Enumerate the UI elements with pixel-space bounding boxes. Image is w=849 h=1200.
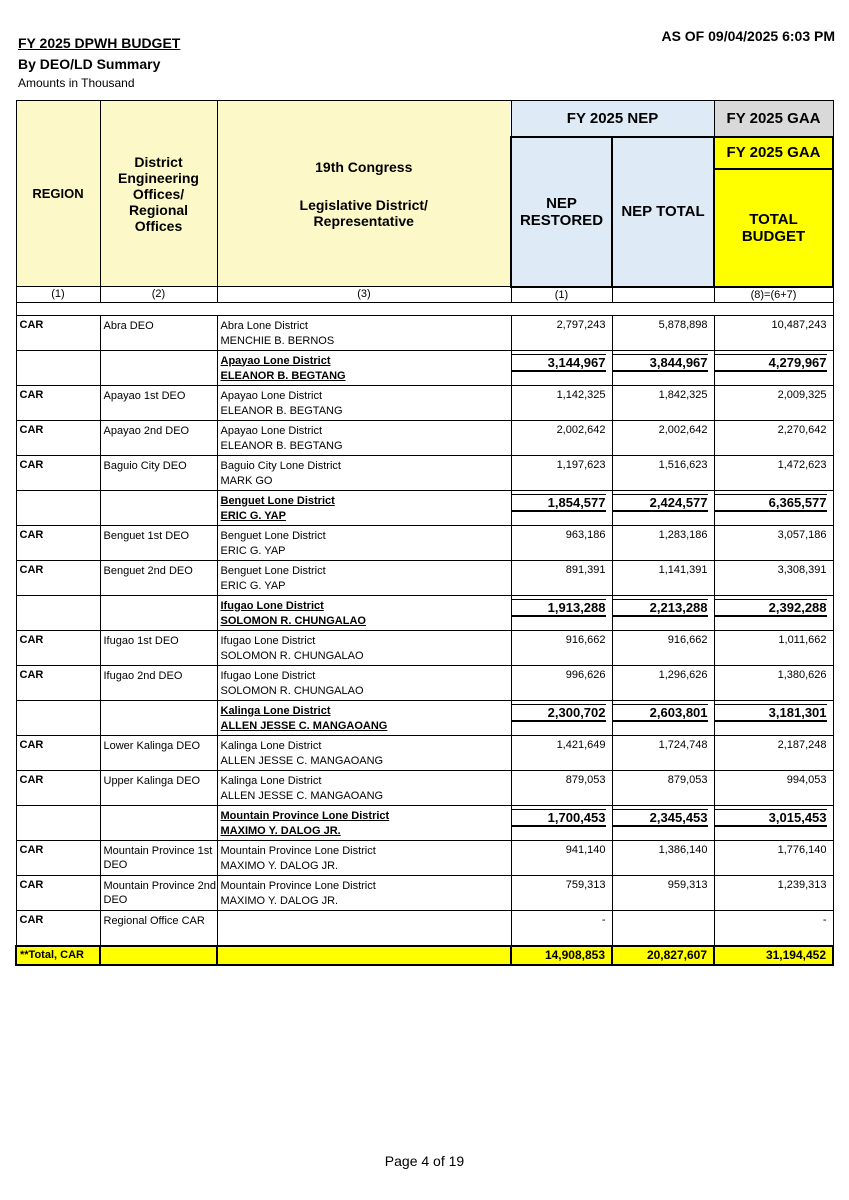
deo-cell: [100, 560, 217, 595]
grand-total-row: [16, 946, 833, 965]
ld-name: Baguio City Lone District: [220, 459, 341, 472]
nep-total-value: 1,141,391: [658, 563, 708, 576]
ld-cell: [217, 420, 511, 455]
col-number-1: (1): [16, 287, 100, 303]
ld-cell: [217, 490, 511, 525]
nep-restored-value: 1,142,325: [556, 388, 606, 401]
nep-total-value: 1,724,748: [658, 738, 708, 751]
total-budget-cell: [714, 455, 833, 490]
col-number-5: [612, 287, 714, 303]
col-header-region: REGION: [16, 101, 100, 287]
total-nep-restored: 14,908,853: [511, 946, 612, 965]
total-budget-value: 3,308,391: [777, 563, 827, 576]
nep-restored-value: -: [601, 913, 606, 926]
nep-group-header: FY 2025 NEP: [511, 101, 714, 137]
nep-total-value: 2,345,453: [613, 809, 708, 827]
nep-total-value: 2,002,642: [658, 423, 708, 436]
total-budget-cell: [714, 420, 833, 455]
representative-name: ALLEN JESSE C. MANGAOANG: [220, 789, 384, 802]
nep-restored-cell: [511, 455, 612, 490]
nep-restored-value: 941,140: [565, 843, 606, 856]
ld-cell: [217, 350, 511, 385]
nep-total-cell: [612, 665, 714, 700]
col-number-2: (2): [100, 287, 217, 303]
region-cell: [16, 840, 100, 875]
ld-name: Kalinga Lone District: [220, 774, 322, 787]
total-budget-value: 10,487,243: [771, 318, 827, 331]
nep-restored-value: 1,913,288: [512, 599, 606, 617]
region-cell: [16, 490, 100, 525]
deo-value: Upper Kalinga DEO: [103, 774, 201, 787]
ld-cell: [217, 840, 511, 875]
nep-total-cell: [612, 490, 714, 525]
region-cell: [16, 595, 100, 630]
total-label: **Total, CAR: [16, 946, 100, 965]
nep-total-value: 1,516,623: [658, 458, 708, 471]
region-value: CAR: [19, 423, 44, 436]
deo-cell: [100, 420, 217, 455]
total-budget-value: 3,057,186: [777, 528, 827, 541]
nep-restored-cell: [511, 350, 612, 385]
total-budget-value: 6,365,577: [715, 494, 827, 512]
nep-restored-value: 759,313: [565, 878, 606, 891]
nep-total-value: 916,662: [667, 633, 708, 646]
region-value: CAR: [19, 738, 44, 751]
ld-cell: [217, 525, 511, 560]
nep-total-cell: [612, 560, 714, 595]
col-number-6: (8)=(6+7): [714, 287, 833, 303]
representative-name: ELEANOR B. BEGTANG: [220, 369, 346, 382]
deo-cell: [100, 350, 217, 385]
nep-restored-value: 1,421,649: [556, 738, 606, 751]
region-value: CAR: [19, 528, 44, 541]
deo-cell: [100, 910, 217, 946]
nep-total-value: 1,283,186: [658, 528, 708, 541]
total-budget-cell: [714, 385, 833, 420]
representative-name: MENCHIE B. BERNOS: [220, 334, 335, 347]
total-budget-value: 1,472,623: [777, 458, 827, 471]
nep-restored-cell: [511, 560, 612, 595]
total-budget-value: 1,380,626: [777, 668, 827, 681]
region-value: CAR: [19, 913, 44, 926]
ld-cell: [217, 455, 511, 490]
deo-cell: [100, 770, 217, 805]
ld-cell: [217, 595, 511, 630]
table-row: [16, 455, 833, 490]
region-cell: [16, 735, 100, 770]
nep-total-value: 2,213,288: [613, 599, 708, 617]
amount-note: Amounts in Thousand: [18, 76, 135, 90]
region-cell: [16, 700, 100, 735]
ld-cell: [217, 630, 511, 665]
table-row: [16, 315, 833, 350]
ld-name: Apayao Lone District: [220, 389, 322, 402]
region-cell: [16, 875, 100, 910]
deo-cell: [100, 490, 217, 525]
region-value: CAR: [19, 318, 44, 331]
total-budget-cell: [714, 910, 833, 946]
region-value: CAR: [19, 563, 44, 576]
region-cell: [16, 805, 100, 840]
representative-name: MARK GO: [220, 474, 273, 487]
ld-name: Apayao Lone District: [220, 354, 331, 367]
total-budget-cell: [714, 770, 833, 805]
nep-total-cell: [612, 350, 714, 385]
total-budget-value: 4,279,967: [715, 354, 827, 372]
col-number-4: (1): [511, 287, 612, 303]
as-of-timestamp: AS OF 09/04/2025 6:03 PM: [661, 28, 835, 44]
col-header-ld: [217, 101, 511, 287]
ld-cell: [217, 700, 511, 735]
ld-name: Benguet Lone District: [220, 529, 326, 542]
nep-restored-cell: [511, 805, 612, 840]
nep-restored-value: 2,002,642: [556, 423, 606, 436]
nep-restored-cell: [511, 875, 612, 910]
congress-label: 19th Congress: [315, 158, 413, 175]
ld-cell: [217, 665, 511, 700]
table-row: [16, 770, 833, 805]
deo-cell: [100, 385, 217, 420]
region-value: CAR: [19, 843, 44, 856]
nep-total-cell: [612, 735, 714, 770]
nep-restored-value: 891,391: [565, 563, 606, 576]
deo-cell: [100, 735, 217, 770]
total-budget-cell: [714, 805, 833, 840]
total-budget-value: -: [822, 913, 827, 926]
nep-total-value: 1,842,325: [658, 388, 708, 401]
ld-cell: [217, 315, 511, 350]
nep-restored-cell: [511, 910, 612, 946]
region-cell: [16, 350, 100, 385]
region-value: CAR: [19, 458, 44, 471]
region-cell: [16, 665, 100, 700]
total-budget-value: 3,181,301: [715, 704, 827, 722]
nep-restored-cell: [511, 490, 612, 525]
nep-restored-cell: [511, 385, 612, 420]
ld-cell: [217, 805, 511, 840]
ld-cell: [217, 560, 511, 595]
total-budget-cell: [714, 630, 833, 665]
deo-value: Apayao 2nd DEO: [103, 424, 190, 437]
nep-restored-cell: [511, 525, 612, 560]
total-budget-value: 2,187,248: [777, 738, 827, 751]
ld-name: Mountain Province Lone District: [220, 844, 376, 857]
nep-total-cell: [612, 840, 714, 875]
report-title: FY 2025 DPWH BUDGET: [18, 35, 181, 51]
total-budget-value: 2,270,642: [777, 423, 827, 436]
nep-total-cell: [612, 420, 714, 455]
nep-total-header: NEP TOTAL: [612, 137, 714, 287]
nep-total-value: 2,424,577: [613, 494, 708, 512]
total-budget-cell: [714, 595, 833, 630]
subtotal-row: [16, 350, 833, 385]
ld-cell: [217, 385, 511, 420]
total-budget-value: 1,239,313: [777, 878, 827, 891]
nep-total-cell: [612, 595, 714, 630]
total-budget-value: 994,053: [786, 773, 827, 786]
page-number: Page 4 of 19: [384, 1153, 465, 1169]
nep-total-value: 959,313: [667, 878, 708, 891]
nep-total-cell: [612, 770, 714, 805]
region-value: CAR: [19, 773, 44, 786]
region-cell: [16, 315, 100, 350]
representative-name: ALLEN JESSE C. MANGAOANG: [220, 754, 384, 767]
ld-name: Kalinga Lone District: [220, 704, 331, 717]
nep-total-cell: [612, 630, 714, 665]
deo-cell: [100, 315, 217, 350]
ld-cell: [217, 875, 511, 910]
deo-value: Ifugao 2nd DEO: [103, 669, 183, 682]
nep-total-cell: [612, 315, 714, 350]
deo-cell: [100, 700, 217, 735]
table-row: [16, 385, 833, 420]
total-budget-cell: [714, 700, 833, 735]
nep-restored-cell: [511, 700, 612, 735]
ld-name: Abra Lone District: [220, 319, 308, 332]
region-cell: [16, 910, 100, 946]
total-budget-value: 3,015,453: [715, 809, 827, 827]
table-row: [16, 840, 833, 875]
report-subtitle: By DEO/LD Summary: [18, 56, 161, 72]
total-budget-cell: [714, 665, 833, 700]
region-cell: [16, 560, 100, 595]
deo-cell: [100, 665, 217, 700]
nep-total-value: 1,296,626: [658, 668, 708, 681]
table-row: [16, 735, 833, 770]
total-budget: 31,194,452: [714, 946, 833, 965]
total-budget-cell: [714, 490, 833, 525]
deo-cell: [100, 525, 217, 560]
nep-total-cell: [612, 455, 714, 490]
nep-total-cell: [612, 385, 714, 420]
nep-restored-cell: [511, 630, 612, 665]
ld-name: Ifugao Lone District: [220, 634, 316, 647]
table-row: [16, 630, 833, 665]
nep-restored-cell: [511, 595, 612, 630]
representative-name: ERIC G. YAP: [220, 544, 286, 557]
ld-name: Benguet Lone District: [220, 564, 326, 577]
nep-restored-value: 2,797,243: [556, 318, 606, 331]
representative-name: SOLOMON R. CHUNGALAO: [220, 649, 364, 662]
table-row: [16, 560, 833, 595]
region-value: CAR: [19, 633, 44, 646]
total-blank-deo: [100, 946, 217, 965]
deo-cell: [100, 630, 217, 665]
nep-total-value: 5,878,898: [658, 318, 708, 331]
region-value: CAR: [19, 388, 44, 401]
representative-name: ELEANOR B. BEGTANG: [220, 439, 343, 452]
nep-total-value: 3,844,967: [613, 354, 708, 372]
nep-restored-cell: [511, 420, 612, 455]
region-value: CAR: [19, 878, 44, 891]
nep-restored-value: 2,300,702: [512, 704, 606, 722]
deo-value: Benguet 2nd DEO: [103, 564, 193, 577]
nep-restored-value: 3,144,967: [512, 354, 606, 372]
total-budget-cell: [714, 315, 833, 350]
total-budget-value: 2,392,288: [715, 599, 827, 617]
total-budget-header: TOTAL BUDGET: [714, 169, 833, 287]
deo-cell: [100, 455, 217, 490]
total-nep-total: 20,827,607: [612, 946, 714, 965]
representative-name: ALLEN JESSE C. MANGAOANG: [220, 719, 388, 732]
nep-restored-header: NEP RESTORED: [511, 137, 612, 287]
deo-cell: [100, 805, 217, 840]
total-budget-cell: [714, 560, 833, 595]
budget-table: [15, 100, 834, 966]
deo-cell: [100, 840, 217, 875]
region-value: CAR: [19, 668, 44, 681]
gaa-sub-header: FY 2025 GAA: [714, 137, 833, 169]
nep-total-cell: [612, 910, 714, 946]
total-budget-cell: [714, 840, 833, 875]
nep-total-cell: [612, 875, 714, 910]
table-row: [16, 525, 833, 560]
nep-restored-value: 1,700,453: [512, 809, 606, 827]
region-cell: [16, 770, 100, 805]
nep-total-cell: [612, 805, 714, 840]
representative-name: ELEANOR B. BEGTANG: [220, 404, 343, 417]
nep-restored-value: 963,186: [565, 528, 606, 541]
deo-value: Regional Office CAR: [103, 914, 205, 927]
ld-name: Mountain Province Lone District: [220, 879, 376, 892]
table-row: [16, 875, 833, 910]
ld-cell: [217, 735, 511, 770]
gaa-group-header: FY 2025 GAA: [714, 101, 833, 137]
deo-cell: [100, 875, 217, 910]
subtotal-row: [16, 805, 833, 840]
deo-cell: [100, 595, 217, 630]
total-blank-ld: [217, 946, 511, 965]
region-cell: [16, 385, 100, 420]
nep-total-value: 2,603,801: [613, 704, 708, 722]
deo-value: Mountain Province 1st DEO: [103, 844, 213, 871]
nep-restored-cell: [511, 665, 612, 700]
total-budget-cell: [714, 735, 833, 770]
deo-value: Ifugao 1st DEO: [103, 634, 179, 647]
nep-total-cell: [612, 700, 714, 735]
ld-cell: [217, 770, 511, 805]
nep-total-cell: [612, 525, 714, 560]
nep-restored-cell: [511, 840, 612, 875]
ld-label: Legislative District/ Representative: [299, 196, 428, 229]
nep-restored-cell: [511, 315, 612, 350]
region-cell: [16, 525, 100, 560]
region-cell: [16, 420, 100, 455]
deo-value: Abra DEO: [103, 319, 154, 332]
subtotal-row: [16, 595, 833, 630]
ld-name: Apayao Lone District: [220, 424, 322, 437]
deo-value: Benguet 1st DEO: [103, 529, 190, 542]
col-header-deo: District Engineering Offices/ Regional Offices: [100, 101, 217, 287]
ld-name: Mountain Province Lone District: [220, 809, 390, 822]
ld-name: Ifugao Lone District: [220, 669, 316, 682]
ld-name: Kalinga Lone District: [220, 739, 322, 752]
representative-name: SOLOMON R. CHUNGALAO: [220, 614, 366, 627]
region-cell: [16, 630, 100, 665]
deo-value: Mountain Province 2nd DEO: [103, 879, 217, 906]
col-number-3: (3): [217, 287, 511, 303]
deo-value: Baguio City DEO: [103, 459, 187, 472]
nep-total-value: 1,386,140: [658, 843, 708, 856]
table-row: [16, 910, 833, 946]
total-budget-cell: [714, 525, 833, 560]
ld-name: Benguet Lone District: [220, 494, 335, 507]
region-cell: [16, 455, 100, 490]
ld-cell: [217, 910, 511, 946]
total-budget-cell: [714, 350, 833, 385]
representative-name: MAXIMO Y. DALOG JR.: [220, 824, 341, 837]
table-row: [16, 665, 833, 700]
nep-restored-cell: [511, 770, 612, 805]
nep-total-value: 879,053: [667, 773, 708, 786]
deo-value: Lower Kalinga DEO: [103, 739, 201, 752]
representative-name: SOLOMON R. CHUNGALAO: [220, 684, 364, 697]
subtotal-row: [16, 490, 833, 525]
nep-restored-value: 1,854,577: [512, 494, 606, 512]
representative-name: MAXIMO Y. DALOG JR.: [220, 859, 339, 872]
nep-restored-value: 1,197,623: [556, 458, 606, 471]
representative-name: ERIC G. YAP: [220, 579, 286, 592]
representative-name: ERIC G. YAP: [220, 509, 286, 522]
total-budget-value: 1,776,140: [777, 843, 827, 856]
table-row: [16, 420, 833, 455]
ld-name: Ifugao Lone District: [220, 599, 324, 612]
nep-restored-value: 916,662: [565, 633, 606, 646]
total-budget-value: 2,009,325: [777, 388, 827, 401]
nep-restored-cell: [511, 735, 612, 770]
subtotal-row: [16, 700, 833, 735]
total-budget-cell: [714, 875, 833, 910]
deo-value: Apayao 1st DEO: [103, 389, 186, 402]
representative-name: MAXIMO Y. DALOG JR.: [220, 894, 339, 907]
nep-restored-value: 996,626: [565, 668, 606, 681]
total-budget-value: 1,011,662: [778, 633, 827, 646]
nep-restored-value: 879,053: [565, 773, 606, 786]
